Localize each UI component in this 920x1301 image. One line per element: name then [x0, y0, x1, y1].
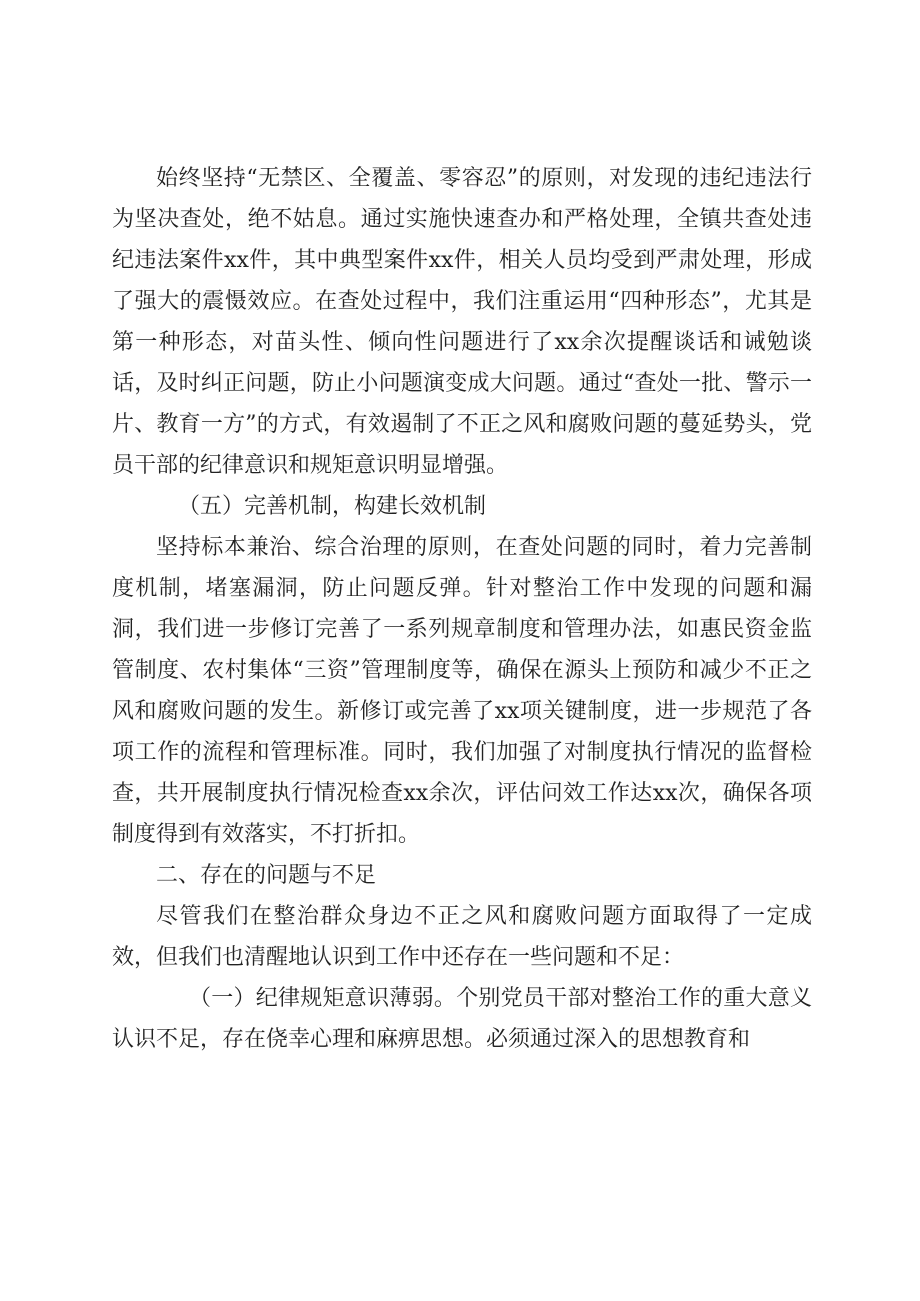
- document-body: [112, 158, 812, 1060]
- paragraph-mechanism: 坚持标本兼治、综合治理的原则，在查处问题的同时，着力完善制度机制，堵塞漏洞，防止问题反弹。针对整治工作中发现的问题和漏洞，我们进一步修订完善了一系列规章制度和管理办法，如惠民资金监管制度、农村集体“三资”管理制度等，确保在源头上预防和减少不正之风和腐败问题的发生。新修订或完善了xx项关键制度，进一步规范了各项工作的流程和管理标准。同时，我们加强了对制度执行情况的监督检查，共开展制度执行情况检查xx余次，评估问效工作达xx次，确保各项制度得到有效落实，不打折扣。: [112, 535, 812, 847]
- paragraph-problem-1: （一）纪律规矩意识薄弱。个别党员干部对整治工作的重大意义认识不足，存在侥幸心理和麻痹思想。必须通过深入的思想教育和: [112, 986, 812, 1052]
- paragraph-problems-intro: 尽管我们在整治群众身边不正之风和腐败问题方面取得了一定成效，但我们也清醒地认识到工作中还存在一些问题和不足：: [112, 904, 812, 970]
- paragraph-investigation: 始终坚持“无禁区、全覆盖、零容忍”的原则，对发现的违纪违法行为坚决查处，绝不姑息。通过实施快速查办和严格处理，全镇共查处违纪违法案件xx件，其中典型案件xx件，相关人员均受到严肃处理，形成了强大的震慑效应。在查处过程中，我们注重运用“四种形态”，尤其是第一种形态，对苗头性、倾向性问题进行了xx余次提醒谈话和诫勉谈话，及时纠正问题，防止小问题演变成大问题。通过“查处一批、警示一片、教育一方”的方式，有效遏制了不正之风和腐败问题的蔓延势头，党员干部的纪律意识和规矩意识明显增强。: [112, 166, 812, 478]
- section-title-problems: 二、存在的问题与不足: [156, 863, 377, 888]
- heading-improve-mechanism: （五）完善机制，构建长效机制: [178, 494, 487, 519]
